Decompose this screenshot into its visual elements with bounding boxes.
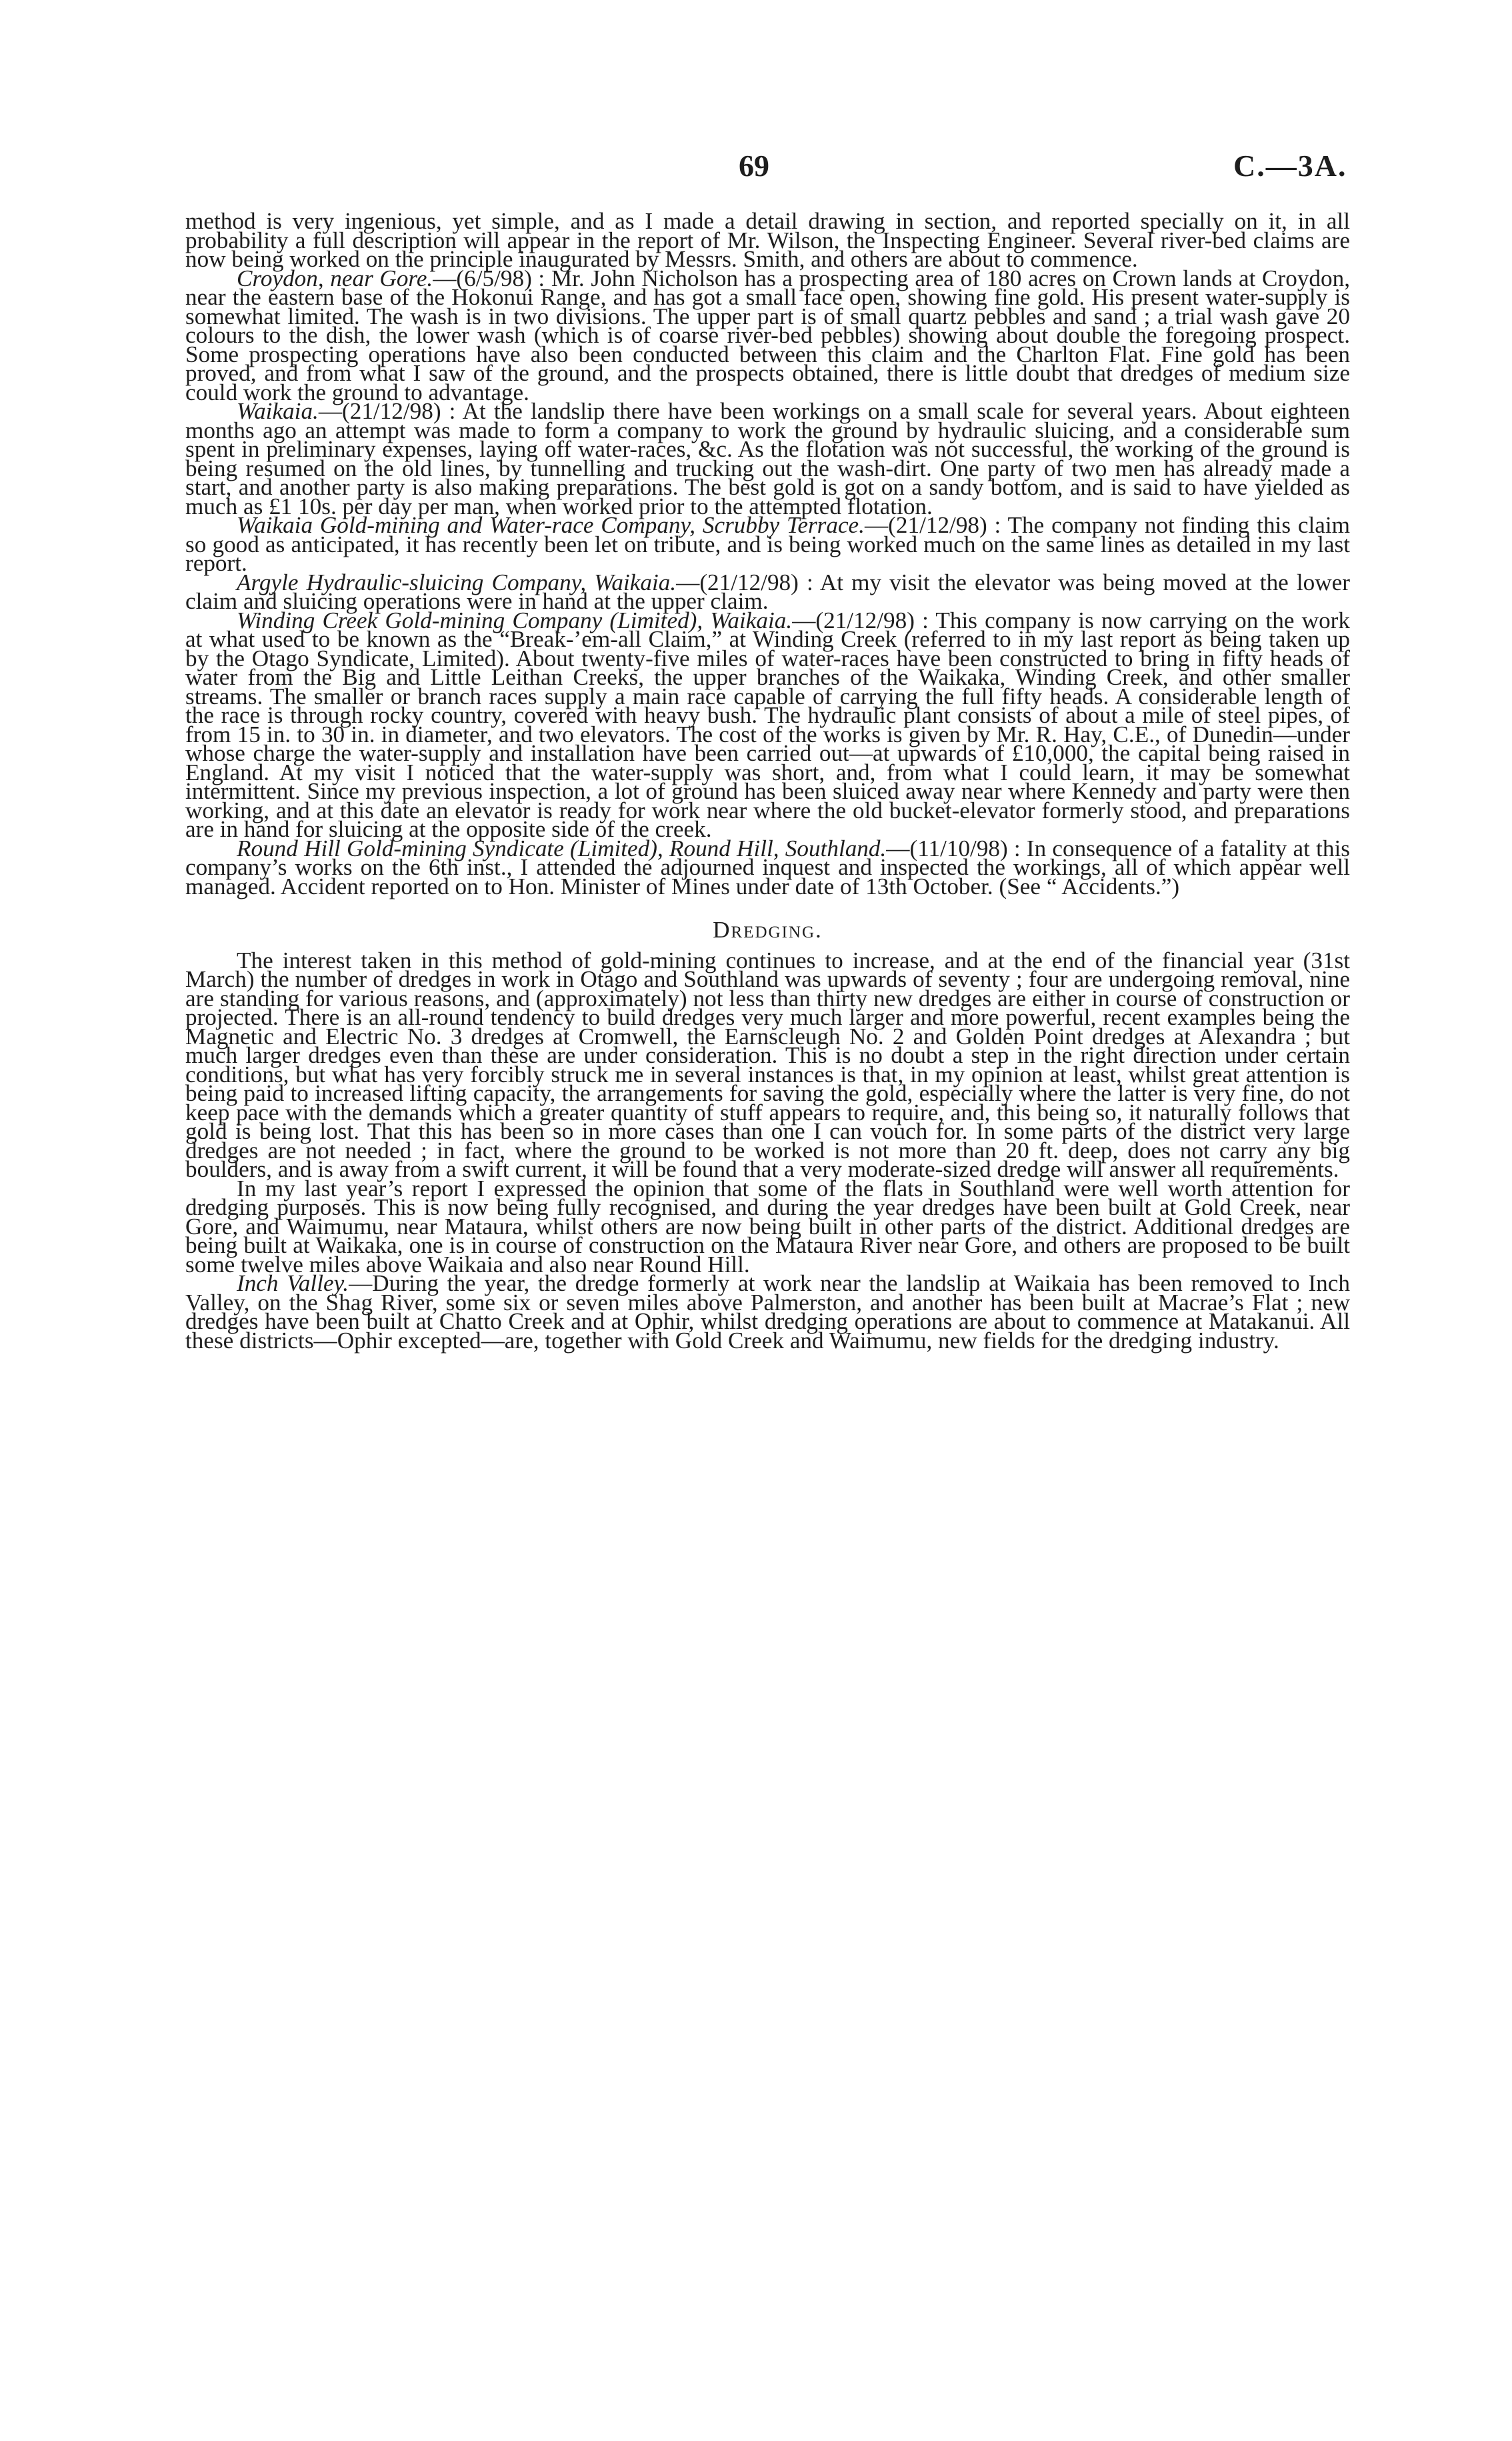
paragraph-dredging-interest: The interest taken in this method of gold-mining continues to increase, and at the end of the financial year (31st March) the number of dredges in work in Otago and Southland was upwards of seventy ; four are undergoing removal, nine are standing for various reasons, and (approximately) not less than thirty new dredges are either in course of construction or projected. There is an all-round tendency to build dredges very much larger and more powerful, recent examples being the Magnetic and Electric No. 3 dredges at Cromwell, the Earnscleugh No. 2 and Golden Point dredges at Alexandra ; but much larger dredges even than these are under consideration. This is no doubt a step in the right direction under certain conditions, but what has very forcibly struck me in several instances is that, in my opinion at least, whilst great attention is being paid to increased lifting capacity, the arrangements for saving the gold, especially where the latter is very fine, do not keep pace with the demands which a greater quantity of stuff appears to require, and, this being so, it naturally follows that gold is being lost. That this has been so in more cases than one I can vouch for. In some parts of the district very large dredges are not needed ; in fact, where the ground to be worked is not more than 20 ft. deep, does not carry any big boulders, and is away from a swift current, it will be found that a very moderate-sized dredge will answer all requirements. [185, 947, 1350, 1182]
paragraph-title: Round Hill Gold-mining Syndicate (Limited), Round Hill, Southland. [237, 835, 887, 861]
paragraph-body: —(21/12/98) : This company is now carrying on the work at what used to be known as the “Break-’em-all Claim,” at Winding Creek (referred to in my last report as being taken up by the Otago Syndicate, Limited). About twenty-five miles of water-races have been constructed to bring in fifty heads of water from the Big and Little Leithan Creeks, the upper branches of the Waikaka, Winding Creek, and other smaller streams. The smaller or branch races supply a main race capable of carrying the full fifty heads. A considerable length of the race is through rocky country, covered with heavy bush. The hydraulic plant consists of about a mile of steel pipes, of from 15 in. to 30 in. in diameter, and two elevators. The cost of the works is given by Mr. R. Hay, C.E., of Dunedin—under whose charge the water-supply and installation have been carried out—at upwards of £10,000, the capital being raised in England. At my visit I noticed that the water-supply was short, and, from what I could learn, it may be somewhat intermittent. Since my previous inspection, a lot of ground has been sluiced away near where Kennedy and party were then working, and at this date an elevator is ready for work near where the old bucket-elevator formerly stood, and preparations are in hand for sluicing at the opposite side of the creek. [185, 607, 1350, 842]
paragraph-title: Waikaia. [237, 398, 319, 424]
paragraph-river-bed-claims: method is very ingenious, yet simple, and as I made a detail drawing in section, and reported specially on it, in all probability a full description will appear in the report of Mr. Wilson, the Inspecting Engineer. Several river-bed claims are now being worked on the principle inaugurated by Messrs. Smith, and others are about to commence. [185, 208, 1350, 272]
paragraph-title: Argyle Hydraulic-sluicing Company, Waikaia. [237, 569, 677, 595]
paragraph-body: —(21/12/98) : At my visit the elevator was being moved at the lower claim and sluicing operations were in hand at the upper claim. [185, 569, 1350, 614]
paragraph-croydon [185, 265, 1350, 405]
paragraph-scrubby-terrace [185, 512, 1351, 576]
paragraph-winding-creek [185, 607, 1350, 842]
paragraph-southland-flats: In my last year’s report I expressed the opinion that some of the flats in Southland were well worth attention for dredging purposes. This is now being fully recognised, and during the year dredges have been built at Gold Creek, near Gore, and Waimumu, near Mataura, whilst others are now being built in other parts of the district. Additional dredges are being built at Waikaka, one is in course of construction on the Mataura River near Gore, and others are proposed to be built some twelve miles above Waikaia and also near Round Hill. [185, 1175, 1350, 1278]
paragraph-body: —During the year, the dredge formerly at work near the landslip at Waikaia has been removed to Inch Valley, on the Shag River, some six or seven miles above Palmerston, and another has been built at Macrae’s Flat ; new dredges have been built at Chatto Creek and at Ophir, whilst dredging operations are about to commence at Matakanui. All these districts—Ophir excepted—are, together with Gold Creek and Waimumu, new fields for the dredging industry. [185, 1270, 1350, 1354]
paragraph-body: —(6/5/98) : Mr. John Nicholson has a prospecting area of 180 acres on Crown lands at Croydon, near the eastern base of the Hokonui Range, and has got a small face open, showing fine gold. His present water-supply is somewhat limited. The wash is in two divisions. The upper part is of small quartz pebbles and sand ; a trial wash gave 20 colours to the dish, the lower wash (which is of coarse river-bed pebbles) showing about double the foregoing prospect. Some prospecting operations have also been conducted between this claim and the Charlton Flat. Fine gold has been proved, and from what I saw of the ground, and the prospects obtained, there is little doubt that dredges of medium size could work the ground to advantage. [185, 265, 1350, 405]
paragraph-body: —(11/10/98) : In consequence of a fatality at this company’s works on the 6th inst., I attended the adjourned inquest and inspected the workings, all of which appear well managed. Accident reported on to Hon. Minister of Mines under date of 13th October. (See “ Accidents.”) [185, 835, 1350, 899]
page-number: 69 [739, 149, 769, 183]
paragraph-round-hill [185, 835, 1350, 899]
paragraph-title: Winding Creek Gold-mining Company (Limited), Waikaia. [237, 607, 793, 633]
paragraph-argyle [185, 569, 1350, 614]
document-reference: C.—3A. [1233, 149, 1347, 183]
paragraph-body: —(21/12/98) : At the landslip there have been workings on a small scale for several years. About eighteen months ago an attempt was made to form a company to work the ground by hydraulic sluicing, and a considerable sum spent in preliminary expenses, laying off water-races, &c. As the flotation was not successful, the working of the ground is being resumed on the old lines, by tunnelling and trucking out the wash-dirt. One party of two men has already made a start, and another party is also making preparations. The best gold is got on a sandy bottom, and is said to have yielded as much as £1 10s. per day per man, when worked prior to the attempted flotation. [185, 398, 1350, 519]
paragraph-waikaia [185, 398, 1350, 519]
body-text [185, 208, 1351, 1354]
paragraph-title: Waikaia Gold-mining and Water-race Company, Scrubby Terrace. [237, 512, 865, 538]
section-heading-dredging: Dredging. [713, 917, 823, 943]
paragraph-title: Inch Valley. [237, 1270, 349, 1296]
paragraph-inch-valley [185, 1270, 1350, 1354]
paragraph-body: —(21/12/98) : The company not finding this claim so good as anticipated, it has recently been let on tribute, and is being worked much on the same lines as detailed in my last report. [185, 512, 1351, 576]
paragraph-title: Croydon, near Gore. [237, 265, 433, 291]
